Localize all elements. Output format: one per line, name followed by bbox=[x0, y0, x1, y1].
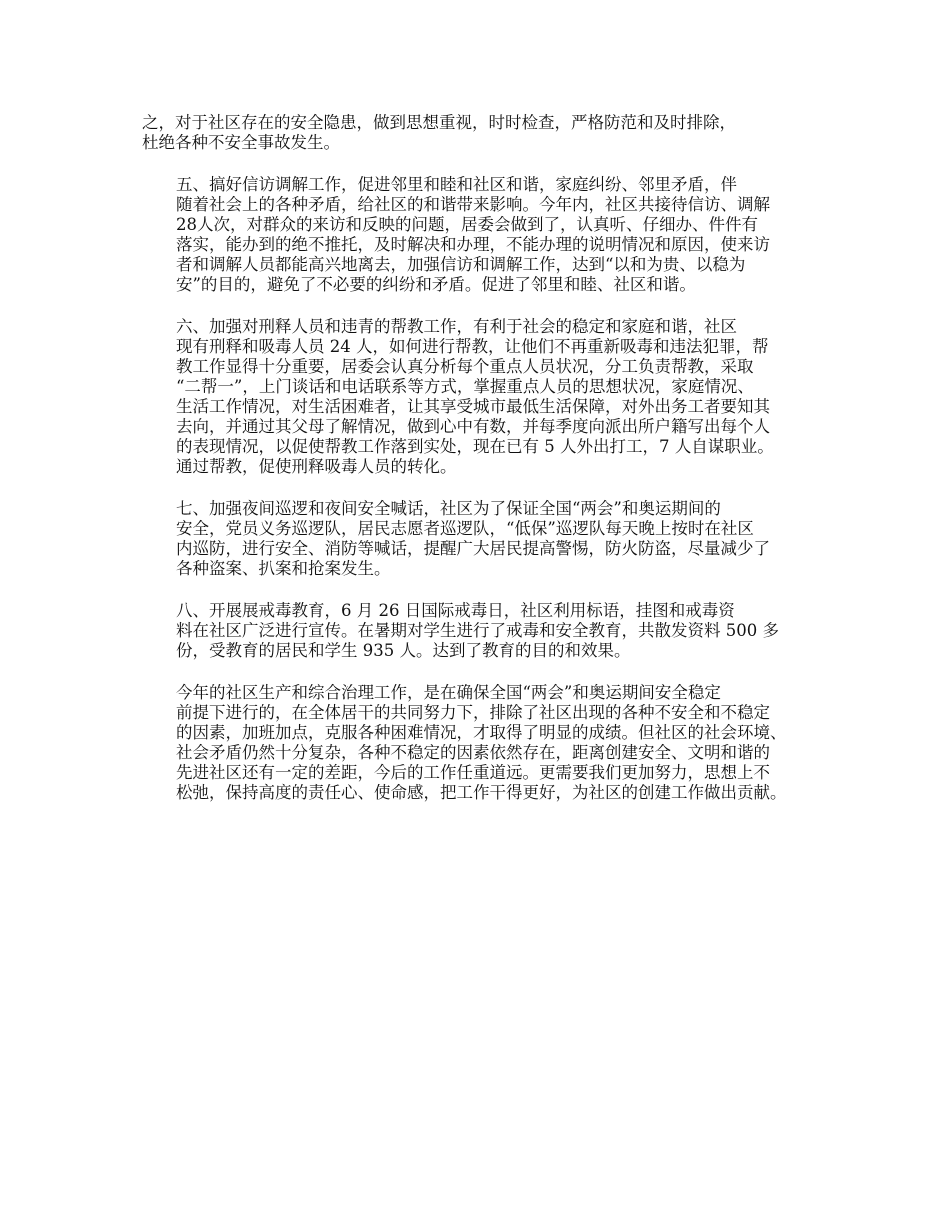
text-line: 社会矛盾仍然十分复杂，各种不稳定的因素依然存在，距离创建安全、文明和谐的 bbox=[176, 743, 770, 762]
text-line: 的表现情况，以促使帮教工作落到实处，现在已有 5 人外出打工，7 人自谋职业。 bbox=[176, 437, 774, 456]
text-line: 去向，并通过其父母了解情况，做到心中有数，并每季度向派出所户籍写出每个人 bbox=[176, 417, 770, 436]
paragraph-rehabilitation bbox=[142, 317, 822, 477]
text-line: 料在社区广泛进行宣传。在暑期对学生进行了戒毒和安全教育，共散发资料 500 多 bbox=[176, 621, 779, 640]
text-line: 七、加强夜间巡逻和夜间安全喊话，社区为了保证全国“两会”和奥运期间的 bbox=[176, 499, 721, 518]
text-line: 六、加强对刑释人员和违青的帮教工作，有利于社会的稳定和家庭和谐，社区 bbox=[176, 317, 737, 336]
text-line: 安全，党员义务巡逻队，居民志愿者巡逻队，“低保”巡逻队每天晚上按时在社区 bbox=[176, 519, 754, 538]
text-line: 的因素，加班加点，克服各种困难情况，才取得了明显的成绩。但社区的社会环境、 bbox=[176, 723, 787, 742]
text-line: “二帮一”，上门谈话和电话联系等方式，掌握重点人员的思想状况，家庭情况、 bbox=[176, 377, 754, 396]
text-line: 先进社区还有一定的差距，今后的工作任重道远。更需要我们更加努力，思想上不 bbox=[176, 763, 770, 782]
text-line: 松弛，保持高度的责任心、使命感，把工作干得更好，为社区的创建工作做出贡献。 bbox=[176, 783, 787, 802]
paragraph-drug-education bbox=[142, 601, 822, 661]
paragraph-continuation bbox=[142, 113, 822, 153]
text-line: 前提下进行的，在全体居干的共同努力下，排除了社区出现的各种不安全和不稳定 bbox=[176, 703, 770, 722]
paragraph-petition-mediation bbox=[142, 175, 822, 295]
text-line: 现有刑释和吸毒人员 24 人，如何进行帮教，让他们不再重新吸毒和违法犯罪，帮 bbox=[176, 337, 769, 356]
text-line: 者和调解人员都能高兴地离去，加强信访和调解工作，达到“以和为贵、以稳为 bbox=[176, 255, 746, 274]
text-line: 今年的社区生产和综合治理工作，是在确保全国“两会”和奥运期间安全稳定 bbox=[176, 683, 721, 702]
text-line: 安”的目的，避免了不必要的纠纷和矛盾。促进了邻里和睦、社区和谐。 bbox=[176, 275, 696, 294]
text-line: 之，对于社区存在的安全隐患，做到思想重视，时时检查，严格防范和及时排除， bbox=[142, 113, 736, 132]
text-line: 内巡防，进行安全、消防等喊话，提醒广大居民提高警惕，防火防盗，尽量减少了 bbox=[176, 539, 770, 558]
paragraph-conclusion bbox=[142, 683, 822, 803]
text-line: 随着社会上的各种矛盾，给社区的和谐带来影响。今年内，社区共接待信访、调解 bbox=[176, 195, 770, 214]
text-line: 生活工作情况，对生活困难者，让其享受城市最低生活保障，对外出务工者要知其 bbox=[176, 397, 770, 416]
text-line: 各种盗案、扒案和抢案发生。 bbox=[176, 559, 391, 578]
text-line: 通过帮教，促使刑释吸毒人员的转化。 bbox=[176, 457, 457, 476]
text-line: 落实，能办到的绝不推托，及时解决和办理，不能办理的说明情况和原因，使来访 bbox=[176, 235, 770, 254]
text-line: 五、搞好信访调解工作，促进邻里和睦和社区和谐，家庭纠纷、邻里矛盾，伴 bbox=[176, 175, 737, 194]
paragraph-night-patrol bbox=[142, 499, 822, 579]
text-line: 八、开展展戒毒教育，6 月 26 日国际戒毒日，社区利用标语，挂图和戒毒资 bbox=[176, 601, 735, 620]
text-line: 教工作显得十分重要，居委会认真分析每个重点人员状况，分工负责帮教，采取 bbox=[176, 357, 754, 376]
document-body bbox=[142, 113, 822, 825]
text-line: 份，受教育的居民和学生 935 人。达到了教育的目的和效果。 bbox=[176, 641, 631, 660]
text-line: 杜绝各种不安全事故发生。 bbox=[142, 133, 340, 152]
text-line: 28人次，对群众的来访和反映的问题，居委会做到了，认真听、仔细办、件件有 bbox=[176, 215, 758, 234]
